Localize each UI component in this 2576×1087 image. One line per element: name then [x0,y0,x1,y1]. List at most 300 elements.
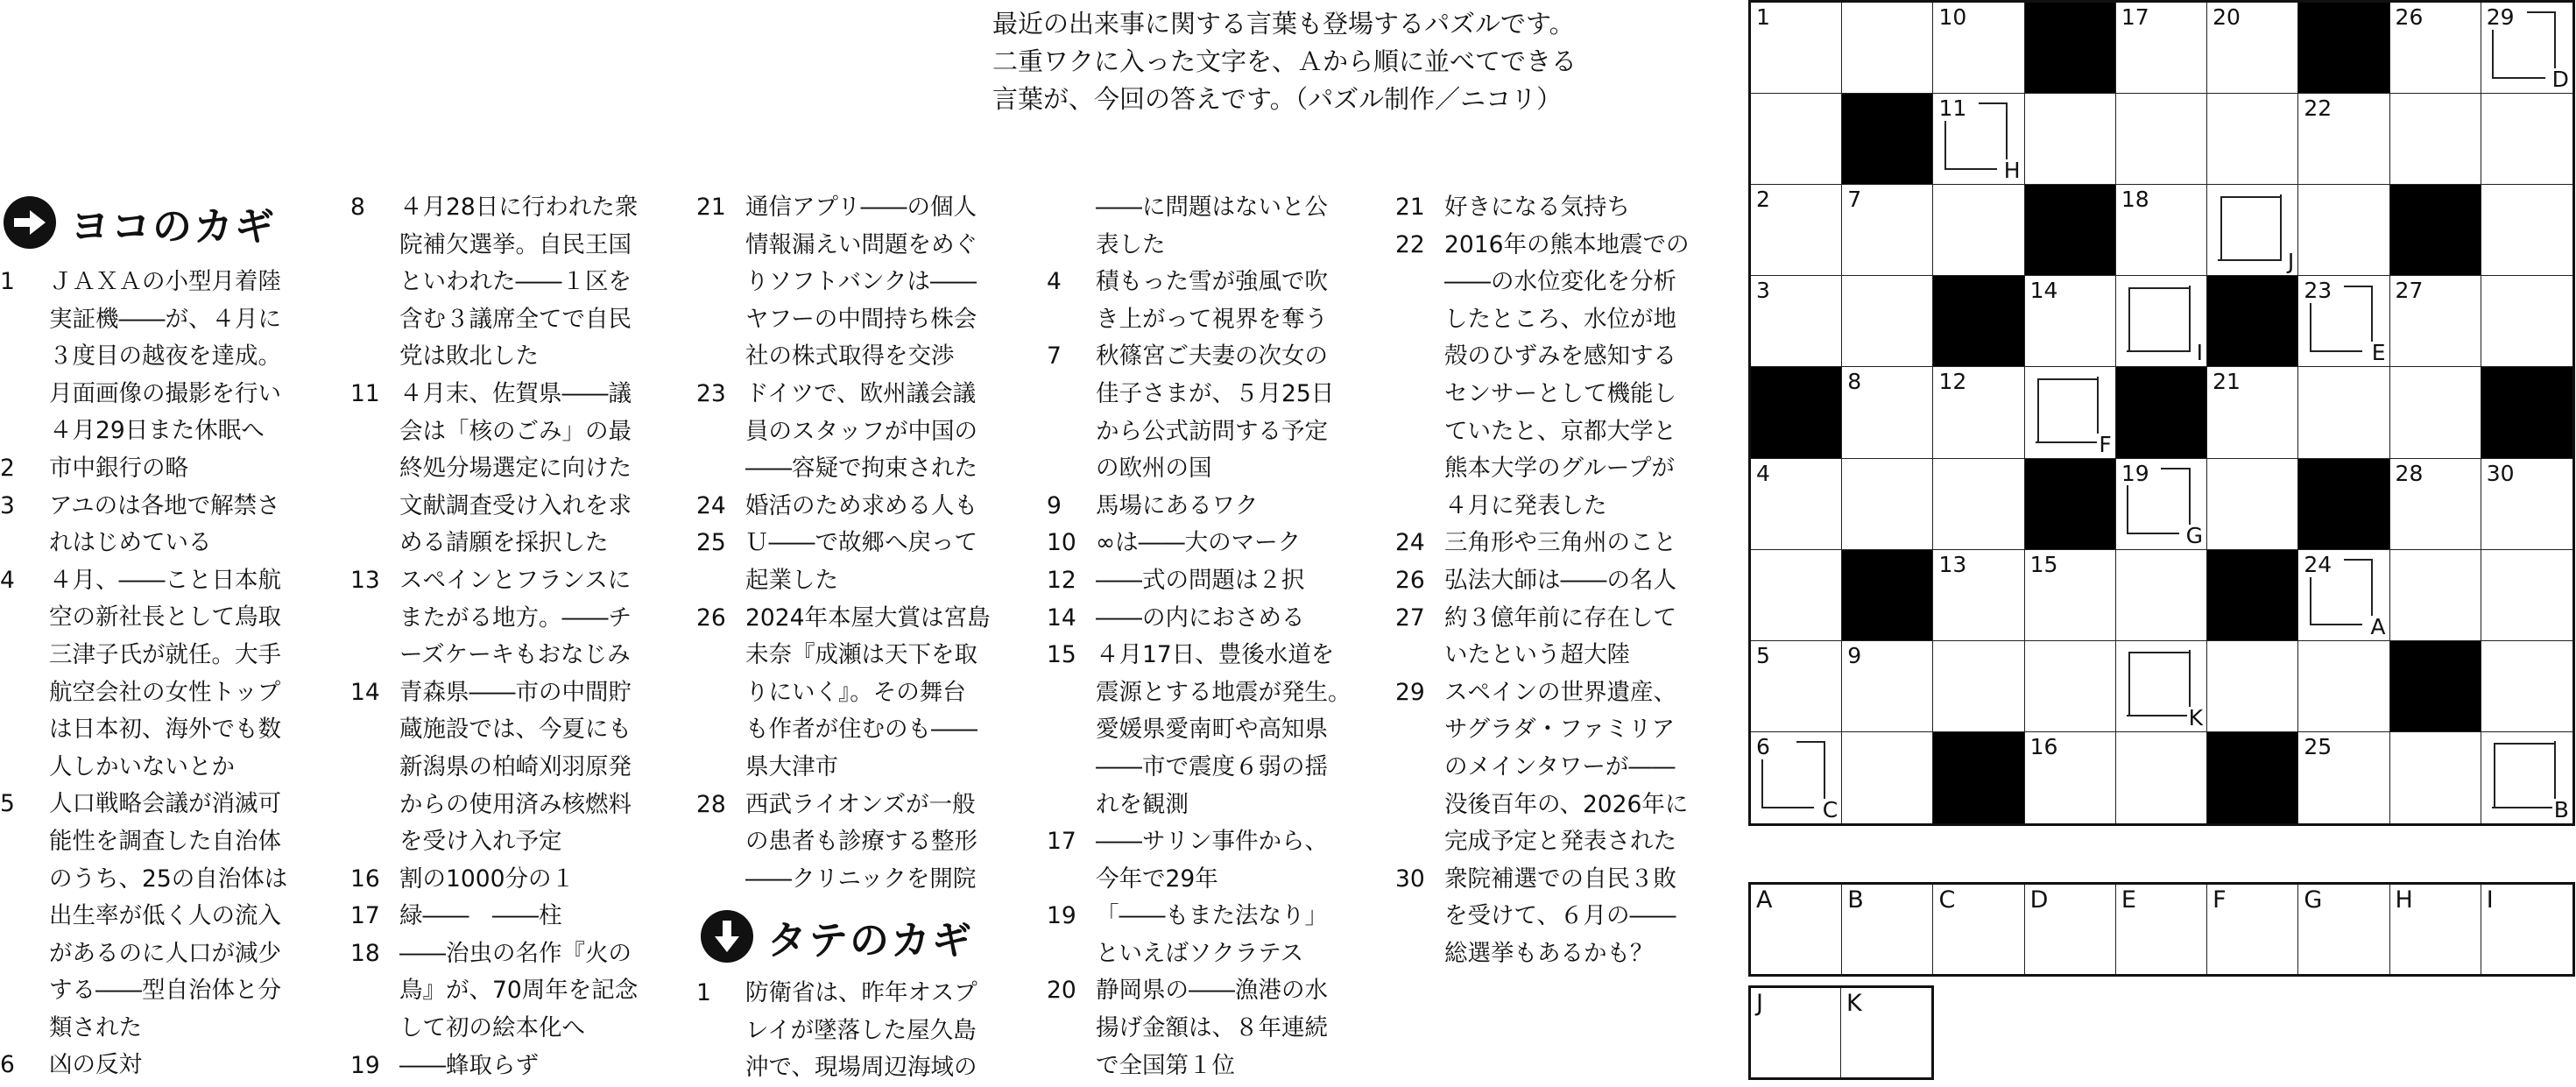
clue-line: 約３億年前に存在して [1444,603,1676,632]
clue-line: 新潟県の柏崎刈羽原発 [399,752,632,780]
grid-cell[interactable] [2207,3,2298,94]
answer-cell[interactable] [1841,988,1931,1077]
clue-line: める請願を採択した [399,529,609,557]
intro-line: 言葉が、今回の答えです。（パズル制作／ニコリ） [992,84,1563,114]
clue-line: ドイツで、欧州議会議 [745,379,977,407]
clue-item [1395,525,1737,562]
intro-text [992,5,1693,118]
clue-line: 2024年本屋大賞は宮島 [745,603,991,632]
clue-item [350,1048,683,1085]
grid-cell-black [2390,185,2481,276]
clue-line: 起業した [745,566,838,594]
grid-cell[interactable] [2298,367,2389,458]
clue-number: 21 [1395,194,1425,221]
clue-text [399,935,683,1048]
clue-item [0,488,315,562]
clue-line: ――クリニックを開院 [745,865,977,893]
clue-line: 弘法大師は――の名人 [1444,566,1676,594]
clue-text [1096,189,1380,264]
clue-line: 婚活のため求める人も [745,491,977,519]
clue-text [1096,898,1380,972]
clue-number: 23 [696,379,726,407]
clue-text [1444,189,1737,227]
marker-letter: K [2188,704,2204,731]
answer-cell[interactable] [1842,885,1933,974]
clue-line: 2016年の熊本地震での [1444,230,1690,258]
grid-cell[interactable] [2298,94,2389,185]
double-frame-marker [2116,276,2206,366]
grid-clue-number: 4 [1756,460,1770,486]
clue-line: 市中銀行の略 [49,454,188,482]
clue-line: 衆院補選での自民３敗 [1444,865,1676,893]
clue-line: も作者が住むのも―― [745,716,977,744]
clue-item [1047,488,1380,526]
clue-line: 揚げ金額は、８年連続 [1096,1014,1328,1042]
grid-cell[interactable] [2481,276,2572,367]
clue-number: 24 [1395,529,1425,557]
clue-line: き上がって視界を奪う [1096,305,1328,333]
clue-line: スペインとフランスに [399,566,632,594]
grid-clue-number: 5 [1756,642,1770,668]
clue-number: 28 [696,790,726,818]
answer-row-1 [1748,882,2575,977]
clue-line: 空の新社長として鳥取 [49,603,281,632]
clue-number: 11 [350,379,380,407]
clue-number: 8 [350,194,365,221]
grid-clue-number: 21 [2213,369,2241,395]
clue-line: があるのに人口が減少 [49,939,281,967]
clue-number: 1 [0,268,15,295]
grid-clue-number: 15 [2029,551,2058,577]
clue-line: ヤフーの中間持ち株会 [745,305,977,333]
clue-line: 院補欠選挙。自民王国 [399,230,632,258]
grid-cell[interactable] [2481,459,2572,550]
clue-number: 14 [1047,603,1076,632]
grid-cell[interactable] [2116,3,2207,94]
grid-cell[interactable] [1751,94,1842,185]
grid-cell-black [2207,276,2298,367]
clue-line: 積もった雪が強風で吹 [1096,268,1328,296]
clue-item [1047,898,1380,972]
clue-line: 情報漏えい問題をめぐ [745,230,977,258]
grid-cell[interactable] [1751,641,1842,732]
clue-line: 凶の反対 [49,1051,142,1079]
grid-cell[interactable] [1842,3,1933,94]
clue-item [350,935,683,1048]
clue-line: 人しかいないとか [49,752,235,780]
clue-line: は日本初、海外でも数 [49,716,281,744]
grid-cell[interactable] [1751,185,1842,276]
grid-cell[interactable] [2116,550,2207,641]
clue-text [49,1047,315,1084]
clue-line: する――型自治体と分 [49,977,281,1005]
clue-number: 2 [0,454,15,482]
grid-cell-black [2481,367,2572,458]
clue-line: 馬場にあるワク [1096,491,1259,519]
grid-clue-number: 12 [1938,369,1967,395]
clue-line: ていたと、京都大学と [1444,417,1676,445]
clue-text [1444,562,1737,600]
grid-clue-number: 6 [1756,733,1770,759]
grid-cell[interactable] [1842,641,1933,732]
grid-cell[interactable] [2298,732,2389,823]
clue-text [1096,264,1380,338]
clue-number: 10 [1047,529,1076,557]
clue-line: 静岡県の――漁港の水 [1096,977,1328,1005]
answer-cell-letter: B [1847,886,1864,914]
clue-line: サグラダ・ファミリア [1444,716,1676,744]
clue-number: 18 [350,939,380,967]
grid-cell[interactable] [2025,641,2116,732]
clue-text [49,264,315,450]
answer-cell-letter: D [2029,886,2049,914]
clue-line: れを観測 [1096,790,1189,818]
grid-cell[interactable] [1933,550,2024,641]
answer-cell[interactable] [2025,885,2116,974]
yoko-clues-column-2 [350,189,683,1084]
clue-line: のうち、25の自治体は [49,865,288,893]
grid-cell[interactable] [2116,94,2207,185]
clue-text [399,898,683,935]
grid-cell[interactable] [2116,732,2207,823]
clue-line: 県大津市 [745,752,838,780]
grid-clue-number: 9 [1847,642,1862,668]
clue-line: ――サリン事件から、 [1096,828,1328,856]
clue-item [350,189,683,376]
grid-cell[interactable] [1842,185,1933,276]
double-frame-marker [2298,276,2389,366]
clue-item [0,562,315,787]
marker-letter: J [2287,249,2295,275]
grid-cell[interactable] [1933,641,2024,732]
grid-cell[interactable] [1842,732,1933,823]
grid-cell[interactable] [1842,459,1933,550]
clue-line: ４月17日、豊後水道を [1096,641,1335,669]
clue-number: 21 [696,194,726,221]
grid-cell[interactable] [2025,276,2116,367]
clue-line: 割の1000分の１ [399,865,575,893]
clue-line: したところ、水位が地 [1444,305,1676,333]
clue-number: 26 [1395,566,1425,594]
grid-cell-black [2025,459,2116,550]
grid-clue-number: 7 [1847,187,1862,213]
grid-cell[interactable] [2207,94,2298,185]
clue-line: 青森県――市の中間貯 [399,678,632,706]
clue-number [1047,189,1096,264]
grid-cell[interactable] [1933,3,2024,94]
clue-item [1395,861,1737,973]
grid-clue-number: 25 [2304,733,2333,759]
clue-line: 熊本大学のグループが [1444,455,1675,483]
clue-item [0,264,315,450]
clue-line: ＪＡＸＡの小型月着陸 [49,268,281,295]
grid-cell[interactable] [2207,367,2298,458]
grid-cell-black [1933,732,2024,823]
grid-cell[interactable] [2298,185,2389,276]
marker-letter: B [2553,796,2569,822]
clue-item [696,975,1029,1087]
clue-line: 好きになる気持ち [1444,194,1630,221]
clue-item [0,1047,315,1084]
yoko-clues-column-3 [696,189,1029,898]
grid-clue-number: 27 [2395,278,2424,304]
clue-number: 19 [350,1051,380,1079]
answer-cell[interactable] [2390,885,2481,974]
clue-line: 鳥』が、70周年を記念 [399,977,639,1005]
grid-cell[interactable] [2116,276,2207,367]
clue-line: 社の株式取得を交渉 [745,342,955,371]
clue-item [350,674,683,861]
clue-text [1444,861,1737,973]
clue-item [350,898,683,935]
clue-line: 西武ライオンズが一般 [745,790,976,818]
clue-line: といわれた――１区を [399,268,632,296]
clue-line: Ｕ――で故郷へ戻って [745,529,977,557]
arrow-right-icon [4,196,56,249]
clue-item [0,786,315,1047]
yoko-heading-label: ヨコのカギ [70,202,277,250]
double-frame-marker [2481,732,2572,823]
clue-line: またがる地方。――チ [399,603,632,632]
clue-item [696,600,1029,787]
grid-cell[interactable] [2390,550,2481,641]
clue-line: 航空会社の女性トップ [49,678,281,706]
crossword-grid [1748,0,2575,826]
grid-cell[interactable] [1933,367,2024,458]
clue-number: 13 [350,566,380,594]
clue-line: 防衛省は、昨年オスプ [745,979,977,1006]
grid-cell[interactable] [1842,367,1933,458]
clue-number: 5 [0,790,15,818]
clue-line: ――の水位変化を分析 [1444,268,1676,296]
clue-text [745,525,1029,599]
clue-line: 終処分場選定に向けた [399,455,632,483]
grid-cell-black [1842,94,1933,185]
clue-line: といえばソクラテス [1096,939,1304,967]
grid-clue-number: 3 [1756,278,1770,304]
grid-cell[interactable] [2116,459,2207,550]
grid-cell[interactable] [2390,459,2481,550]
grid-cell[interactable] [2207,185,2298,276]
grid-cell[interactable] [2025,94,2116,185]
grid-clue-number: 22 [2304,95,2333,122]
tate-clues-column-3 [696,975,1029,1087]
clue-line: 殻のひずみを感知する [1444,342,1676,371]
clue-number: 26 [696,603,726,632]
clue-line: 佳子さまが、５月25日 [1096,379,1335,407]
clue-number: 4 [1047,268,1062,296]
clue-number: 25 [696,529,726,557]
clue-text [745,600,1029,787]
grid-cell[interactable] [2390,732,2481,823]
grid-cell[interactable] [1751,732,1842,823]
clue-text [745,189,1029,376]
clue-item [1047,264,1380,338]
answer-cell[interactable] [2298,885,2389,974]
grid-clue-number: 19 [2121,460,2149,486]
grid-cell[interactable] [2298,276,2389,367]
grid-cell[interactable] [1933,94,2024,185]
answer-cell-letter: I [2486,886,2494,914]
clue-number: 19 [1047,902,1076,930]
grid-cell[interactable] [1751,550,1842,641]
marker-letter: A [2370,613,2386,639]
clue-text [49,450,315,488]
grid-cell-black [2207,732,2298,823]
grid-clue-number: 8 [1847,369,1862,395]
answer-cell[interactable] [1751,885,1842,974]
grid-cell[interactable] [1751,3,1842,94]
answer-cell[interactable] [1933,885,2024,974]
marker-letter: H [2003,158,2021,184]
clue-number: 6 [0,1051,15,1079]
double-frame-marker [1933,94,2023,184]
clue-number: 27 [1395,603,1425,632]
grid-cell[interactable] [2298,641,2389,732]
clue-item [1395,189,1737,227]
clue-line: ４月に発表した [1444,491,1607,519]
clue-item [350,562,683,674]
answer-row-2 [1748,985,1934,1080]
clue-item [1047,189,1380,264]
answer-cell[interactable] [2116,885,2207,974]
clue-line: 員のスタッフが中国の [745,417,977,445]
answer-cell[interactable] [2481,885,2572,974]
answer-cell-letter: F [2213,886,2227,914]
grid-cell[interactable] [2116,185,2207,276]
grid-clue-number: 24 [2304,551,2333,577]
grid-cell[interactable] [2298,550,2389,641]
grid-cell[interactable] [2390,3,2481,94]
grid-cell-black [2207,550,2298,641]
clue-line: 能性を調査した自治体 [49,827,281,855]
clue-number: 29 [1395,678,1425,706]
grid-clue-number: 26 [2395,4,2424,30]
clue-line: 沖で、現場周辺海域の [745,1054,977,1082]
grid-clue-number: 13 [1938,551,1967,577]
clue-item [350,861,683,899]
clue-item [350,376,683,562]
grid-cell[interactable] [2207,641,2298,732]
clue-line: 没後百年の、2026年に [1444,790,1689,818]
grid-cell[interactable] [2207,459,2298,550]
grid-cell[interactable] [1933,185,2024,276]
clue-item [696,189,1029,376]
clue-line: からの使用済み核燃料 [399,790,632,818]
grid-cell[interactable] [2116,641,2207,732]
clue-number: 14 [350,678,380,706]
grid-cell[interactable] [1933,459,2024,550]
clue-text [1096,637,1380,823]
grid-cell[interactable] [2390,367,2481,458]
clue-item [696,787,1029,899]
clue-item [1047,600,1380,638]
clue-text [1096,972,1380,1084]
double-frame-marker [2481,3,2572,93]
grid-cell-black [2116,367,2207,458]
answer-cell-letter: G [2304,886,2323,914]
clue-line: の欧州の国 [1096,455,1212,483]
grid-cell[interactable] [2481,550,2572,641]
marker-letter: E [2371,340,2386,366]
answer-cell-letter: A [1756,886,1773,914]
grid-clue-number: 11 [1938,95,1967,122]
clue-line: りにいく』。その舞台 [745,678,966,706]
grid-cell[interactable] [2481,641,2572,732]
answer-cell-letter: K [1846,990,1862,1017]
clue-line: ４月末、佐賀県――議 [399,379,632,407]
grid-cell-black [1751,367,1842,458]
double-frame-marker [2116,459,2206,549]
grid-cell[interactable] [2481,732,2572,823]
clue-line: のメインタワーが―― [1444,752,1676,780]
clue-text [1096,525,1380,562]
grid-cell[interactable] [1751,276,1842,367]
grid-cell[interactable] [2390,94,2481,185]
clue-number: 30 [1395,865,1425,893]
clue-line: 蔵施設では、今夏にも [399,716,632,744]
grid-cell[interactable] [1842,276,1933,367]
clue-line: アユのは各地で解禁さ [49,491,280,519]
clue-line: ――式の問題は２択 [1096,566,1305,594]
clue-line: ４月、――こと日本航 [49,566,281,594]
answer-cell-letter: C [1938,886,1956,914]
clue-line: 党は敗北した [399,342,539,371]
tate-clues-column-5 [1395,189,1737,972]
answer-cell[interactable] [2207,885,2298,974]
grid-cell[interactable] [2481,3,2572,94]
clue-line: ４月29日また休眠へ [49,417,265,445]
clue-text [399,861,683,899]
clue-text [49,562,315,787]
clue-line: りソフトバンクは―― [745,268,977,296]
grid-cell[interactable] [2481,185,2572,276]
grid-clue-number: 28 [2395,460,2424,486]
clue-item [1047,972,1380,1084]
clue-line: ――治虫の名作『火の [399,939,632,967]
grid-cell-black [2025,3,2116,94]
answer-cell-letter: J [1756,990,1763,1017]
tate-heading [701,909,973,963]
grid-cell[interactable] [2025,732,2116,823]
grid-clue-number: 17 [2121,4,2149,30]
grid-cell[interactable] [2481,94,2572,185]
grid-cell[interactable] [1751,459,1842,550]
clue-number: 16 [350,865,380,893]
clue-item [1047,338,1380,487]
grid-cell[interactable] [2025,550,2116,641]
grid-clue-number: 14 [2029,278,2058,304]
grid-clue-number: 2 [1756,187,1770,213]
clue-line: ∞は――大のマーク [1096,529,1302,557]
clue-line: 出生率が低く人の流入 [49,902,281,930]
answer-cell[interactable] [1751,988,1841,1077]
clue-text [49,488,315,562]
clue-text [399,1048,683,1085]
intro-line: 最近の出来事に関する言葉も登場するパズルです。 [992,9,1575,39]
clue-line: 今年で29年 [1096,865,1218,893]
clue-line: 含む３議席全てで自民 [399,305,632,333]
double-frame-marker [1751,732,1841,823]
clue-item [0,450,315,488]
clue-text [399,674,683,861]
grid-cell[interactable] [2390,276,2481,367]
clue-line: 完成予定と発表された [1444,828,1676,856]
clue-line: ーズケーキもおなじみ [399,641,631,669]
grid-cell-black [2025,185,2116,276]
clue-line: 月面画像の撮影を行い [49,379,281,407]
grid-cell[interactable] [2025,367,2116,458]
